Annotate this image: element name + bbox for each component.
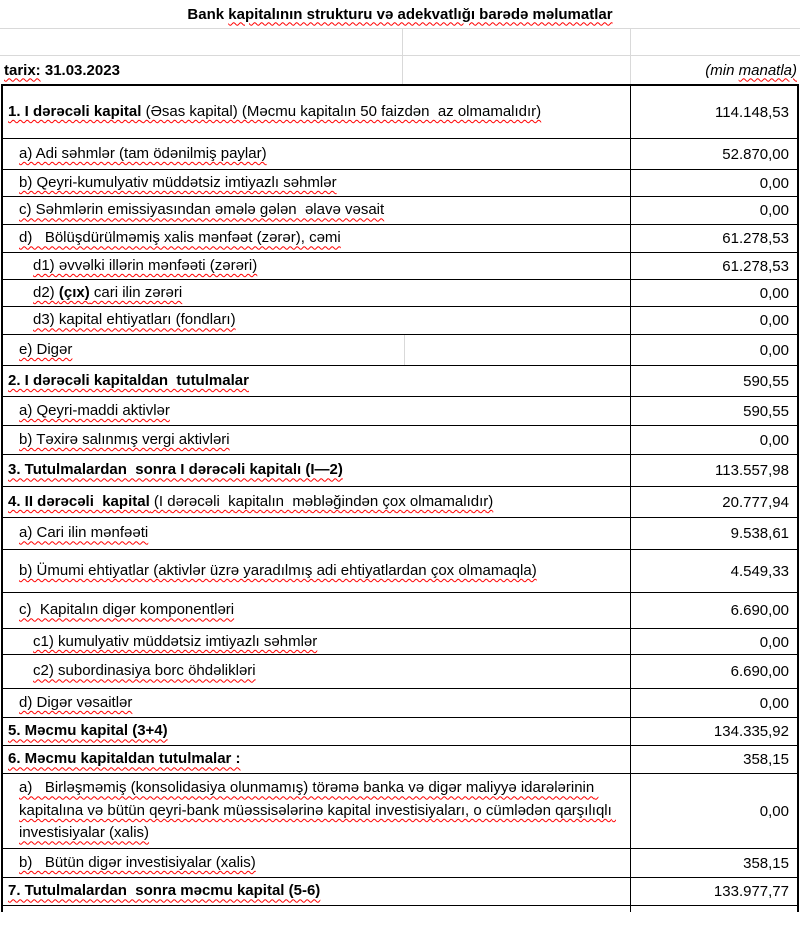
row-label: b) Qeyri-kumulyativ müddətsiz imtiyazlı səhmlər [3,170,631,197]
row-label: e) Digər [3,335,631,365]
table-row-5 [3,718,797,746]
spacer-row [0,29,800,56]
unit-spellchecked: manatla) [738,61,797,79]
row-value: 61.278,53 [722,257,789,275]
spacer-cell [0,29,403,55]
capital-structure-table [1,84,799,906]
row-label: c1) kumulyativ müddətsiz imtiyazlı səhmlər [3,629,631,656]
row-label: c) Səhmlərin emissiyasından əmələ gələn əlavə vəsait [3,197,631,224]
table-row-4d [3,689,797,718]
table-right-border [797,906,799,912]
table-row-7 [3,878,797,906]
date-label: tarix: [4,61,41,79]
table-row-1b [3,170,797,197]
table-row-4c2 [3,655,797,689]
title-plain: Bank [187,5,229,23]
row-value: 590,55 [743,402,789,420]
row-label: 7. Tutulmalardan sonra məcmu kapital (5-6) [3,878,631,905]
table-row-2b [3,426,797,455]
row-value: 113.557,98 [715,462,789,479]
unit-plain: (min [705,61,739,79]
row-value: 20.777,94 [722,493,789,511]
table-row-2 [3,366,797,397]
row-value: 590,55 [743,372,789,390]
report-title-row [0,0,800,29]
table-row-1a [3,139,797,170]
row-value: 0,00 [759,202,789,219]
table-row-4c [3,593,797,629]
row-value: 0,00 [759,802,789,820]
row-value: 6.690,00 [730,663,789,680]
spacer-cell [403,56,631,84]
table-row-3 [3,455,797,487]
row-value: 134.335,92 [713,723,789,740]
table-row-4c1 [3,629,797,655]
table-row-1c [3,197,797,225]
row-label: 3. Tutulmalardan sonra I dərəcəli kapitalı (I—2) [3,455,631,486]
row-value: 0,00 [759,694,789,712]
table-row-1d1 [3,253,797,280]
row-label: d1) əvvəlki illərin mənfəəti (zərəri) [3,253,631,280]
table-row-1d [3,225,797,253]
row-value: 0,00 [759,284,789,302]
row-value: 4.549,33 [730,562,789,580]
row-value: 52.870,00 [722,145,789,163]
table-left-border [1,906,3,912]
row-label: c) Kapitalın digər komponentləri [3,593,631,628]
row-label: a) Qeyri-maddi aktivlər [3,397,631,425]
table-row-2a [3,397,797,426]
row-value: 133.977,77 [713,883,789,900]
row-label: d) Digər vəsaitlər [3,689,631,717]
date-value: 31.03.2023 [40,61,120,79]
row-label: b) Bütün digər investisiyalar (xalis) [3,849,631,877]
spacer-cell [403,29,631,55]
row-value: 358,15 [743,751,789,768]
row-label: d2) (çıx) cari ilin zərəri [3,280,631,307]
report-title [187,6,612,23]
table-column-divider [630,906,631,912]
table-row-6a [3,774,797,849]
row-label: b) Təxirə salınmış vergi aktivləri [3,426,631,454]
row-label: d) Bölüşdürülməmiş xalis mənfəət (zərər), cəmi [3,225,631,252]
row-label: a) Cari ilin mənfəəti [3,518,631,549]
spacer-cell [631,29,800,55]
report-date [0,56,403,84]
table-row-1 [3,86,797,139]
row-label: a) Adi səhmlər (tam ödənilmiş paylar) [3,139,631,169]
row-value: 0,00 [759,174,789,192]
unit-note [631,56,800,84]
row-value: 0,00 [759,312,789,329]
title-spellchecked: kapitalının strukturu və adekvatlığı barədə məlumatlar [228,5,613,23]
row-value: 61.278,53 [722,230,789,247]
next-row-stub [1,906,799,912]
table-row-4a [3,518,797,550]
table-row-4b [3,550,797,593]
table-row-6 [3,746,797,774]
row-label: b) Ümumi ehtiyatlar (aktivlər üzrə yaradılmış adi ehtiyatlardan çox olmamaqla) [3,550,631,592]
cell-gridline [404,335,405,365]
row-label: c2) subordinasiya borc öhdəlikləri [3,655,631,688]
row-value: 114.148,53 [715,103,789,121]
row-value: 358,15 [743,854,789,872]
table-row-4 [3,487,797,518]
row-label: d3) kapital ehtiyatları (fondları) [3,307,631,334]
table-row-1d2 [3,280,797,307]
row-label: 6. Məcmu kapitaldan tutulmalar : [3,746,631,773]
row-label: a) Birləşməmiş (konsolidasiya olunmamış) törəmə banka və digər maliyyə idarələrinin kapitalına və bütün qeyri-bank müəssisələrinə kapital investisiyaları, o cümlədən qarşılıqlı investisiyalar (xalis) [3,774,631,848]
row-label: 2. I dərəcəli kapitaldan tutulmalar [3,366,631,396]
date-row [0,56,800,84]
row-label: 1. I dərəcəli kapital (Əsas kapital) (Məcmu kapitalın 50 faizdən az olmamalıdır) [3,86,631,138]
row-value: 0,00 [759,431,789,449]
row-value: 0,00 [759,341,789,359]
table-row-6b [3,849,797,878]
row-label: 5. Məcmu kapital (3+4) [3,718,631,745]
row-value: 6.690,00 [730,602,789,619]
row-value: 0,00 [759,633,789,651]
table-row-1e [3,335,797,366]
table-row-1d3 [3,307,797,335]
row-label: 4. II dərəcəli kapital (I dərəcəli kapitalın məbləğindən çox olmamalıdır) [3,487,631,517]
row-value: 9.538,61 [730,525,789,542]
